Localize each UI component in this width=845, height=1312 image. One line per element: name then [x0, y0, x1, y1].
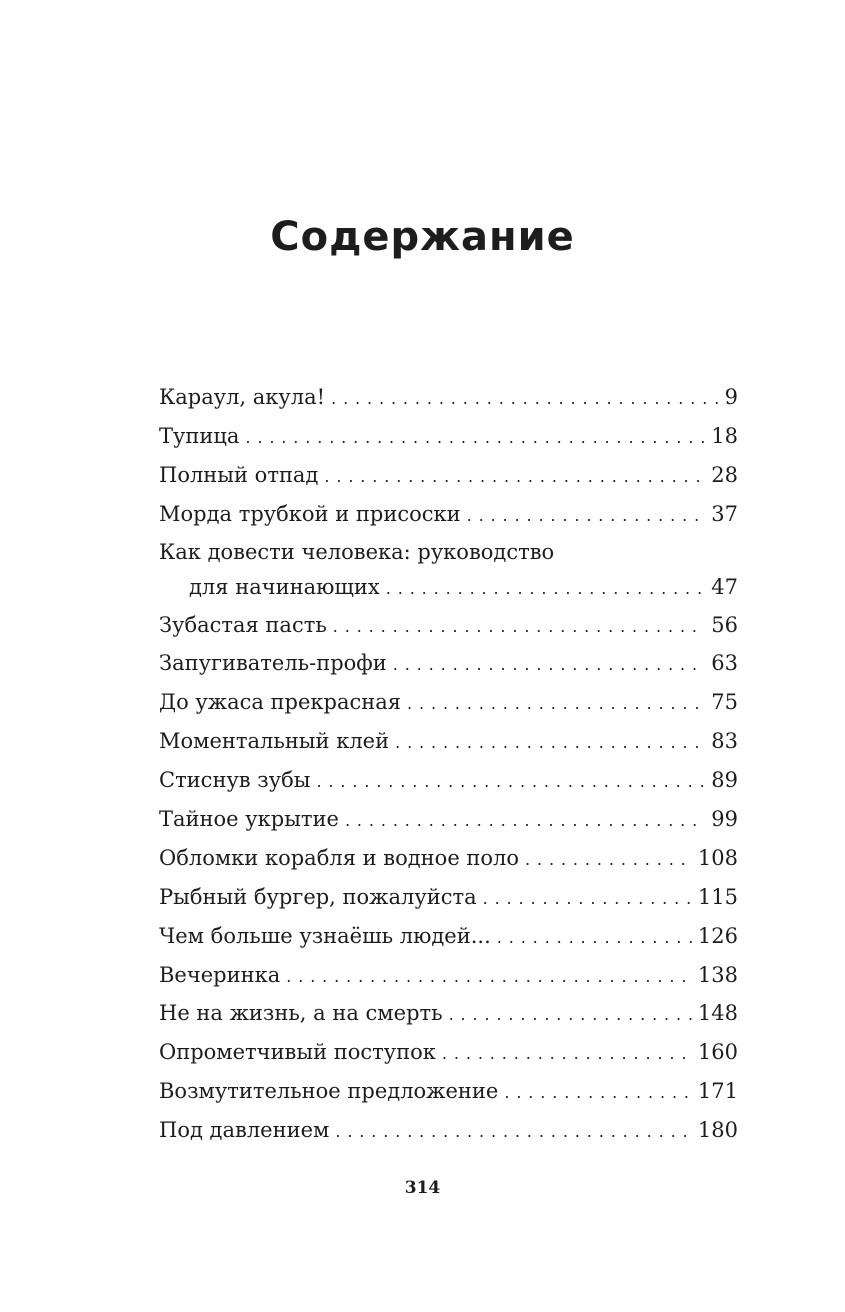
- toc-entry-title: Рыбный бургер, пожалуйста: [159, 878, 483, 917]
- toc-entry-page: 148: [692, 994, 738, 1033]
- dot-leader: [449, 996, 692, 1033]
- toc-entry-title-line1: Как довести человека: руководство: [159, 539, 555, 564]
- toc-entry-page: 115: [692, 878, 738, 917]
- toc-entry-page: 56: [705, 606, 738, 645]
- dot-leader: [333, 608, 706, 645]
- toc-entry-page: 89: [705, 761, 738, 800]
- toc-entry-page: 138: [692, 956, 738, 995]
- toc-entry-page: 99: [705, 800, 738, 839]
- toc-entry-page: 9: [719, 378, 738, 417]
- toc-entry[interactable]: [159, 1072, 738, 1111]
- toc-entry[interactable]: [159, 839, 738, 878]
- toc-entry-title: Обломки корабля и водное поло: [159, 839, 525, 878]
- toc-entry-page: 160: [692, 1033, 738, 1072]
- toc-entry-title: Тайное укрытие: [159, 800, 345, 839]
- toc-entry-title: Чем больше узнаёшь людей...: [159, 917, 497, 956]
- toc-entry-title: Стиснув зубы: [159, 761, 316, 800]
- toc-entry-page: 37: [705, 495, 738, 534]
- toc-entry[interactable]: [159, 606, 738, 645]
- dot-leader: [316, 763, 705, 800]
- dot-leader: [286, 958, 692, 995]
- dot-leader: [245, 419, 705, 456]
- toc-entry-page: 171: [692, 1072, 738, 1111]
- dot-leader: [393, 646, 706, 683]
- toc-entry-page: 180: [692, 1111, 738, 1150]
- toc-entry[interactable]: [159, 994, 738, 1033]
- dot-leader: [345, 802, 705, 839]
- toc-entry[interactable]: [159, 1111, 738, 1150]
- toc-entry[interactable]: [159, 956, 738, 995]
- toc-entry-title: Морда трубкой и присоски: [159, 495, 467, 534]
- toc-entry[interactable]: [159, 534, 738, 606]
- toc-entry-page: 28: [705, 456, 738, 495]
- dot-leader: [407, 685, 705, 722]
- page-number: 314: [404, 1178, 441, 1198]
- toc-entry[interactable]: [159, 1033, 738, 1072]
- toc-entry-title: Запугиватель-профи: [159, 644, 393, 683]
- dot-leader: [497, 919, 692, 956]
- toc-entry-title-line2: для начинающих: [189, 568, 386, 606]
- toc-entry[interactable]: [159, 417, 738, 456]
- toc-entry-title: Моментальный клей: [159, 722, 395, 761]
- toc-entry[interactable]: [159, 644, 738, 683]
- toc-entry[interactable]: [159, 722, 738, 761]
- dot-leader: [395, 724, 705, 761]
- toc-entry[interactable]: [159, 456, 738, 495]
- toc-entry-title: Вечеринка: [159, 956, 286, 995]
- dot-leader: [467, 497, 706, 534]
- toc-entry-title: Караул, акула!: [159, 378, 331, 417]
- toc-entry[interactable]: [159, 683, 738, 722]
- toc-entry-title: Опрометчивый поступок: [159, 1033, 442, 1072]
- dot-leader: [504, 1074, 692, 1111]
- toc-entry-title: Не на жизнь, а на смерть: [159, 994, 449, 1033]
- dot-leader: [442, 1035, 692, 1072]
- toc-entry[interactable]: [159, 878, 738, 917]
- toc-entry-page: 83: [705, 722, 738, 761]
- table-of-contents: [159, 378, 738, 1150]
- toc-entry[interactable]: [159, 495, 738, 534]
- toc-entry[interactable]: [159, 917, 738, 956]
- dot-leader: [525, 841, 692, 878]
- dot-leader: [331, 380, 719, 417]
- toc-entry-page: 75: [705, 683, 738, 722]
- dot-leader: [483, 880, 692, 917]
- toc-entry-title: Тупица: [159, 417, 245, 456]
- dot-leader: [335, 1113, 692, 1150]
- toc-entry-page: 63: [705, 644, 738, 683]
- toc-entry-title: Возмутительное предложение: [159, 1072, 504, 1111]
- toc-entry-title: Полный отпад: [159, 456, 324, 495]
- toc-entry[interactable]: [159, 800, 738, 839]
- toc-entry-title: Зубастая пасть: [159, 606, 333, 645]
- toc-entry-page: 47: [705, 568, 738, 606]
- toc-entry-page: 108: [692, 839, 738, 878]
- dot-leader: [386, 570, 706, 606]
- toc-entry[interactable]: [159, 378, 738, 417]
- toc-entry-title: Под давлением: [159, 1111, 335, 1150]
- toc-entry-page: 126: [692, 917, 738, 956]
- toc-entry[interactable]: [159, 761, 738, 800]
- toc-entry-title: До ужаса прекрасная: [159, 683, 407, 722]
- dot-leader: [324, 458, 705, 495]
- page-title: Содержание: [270, 214, 575, 260]
- toc-entry-page: 18: [705, 417, 738, 456]
